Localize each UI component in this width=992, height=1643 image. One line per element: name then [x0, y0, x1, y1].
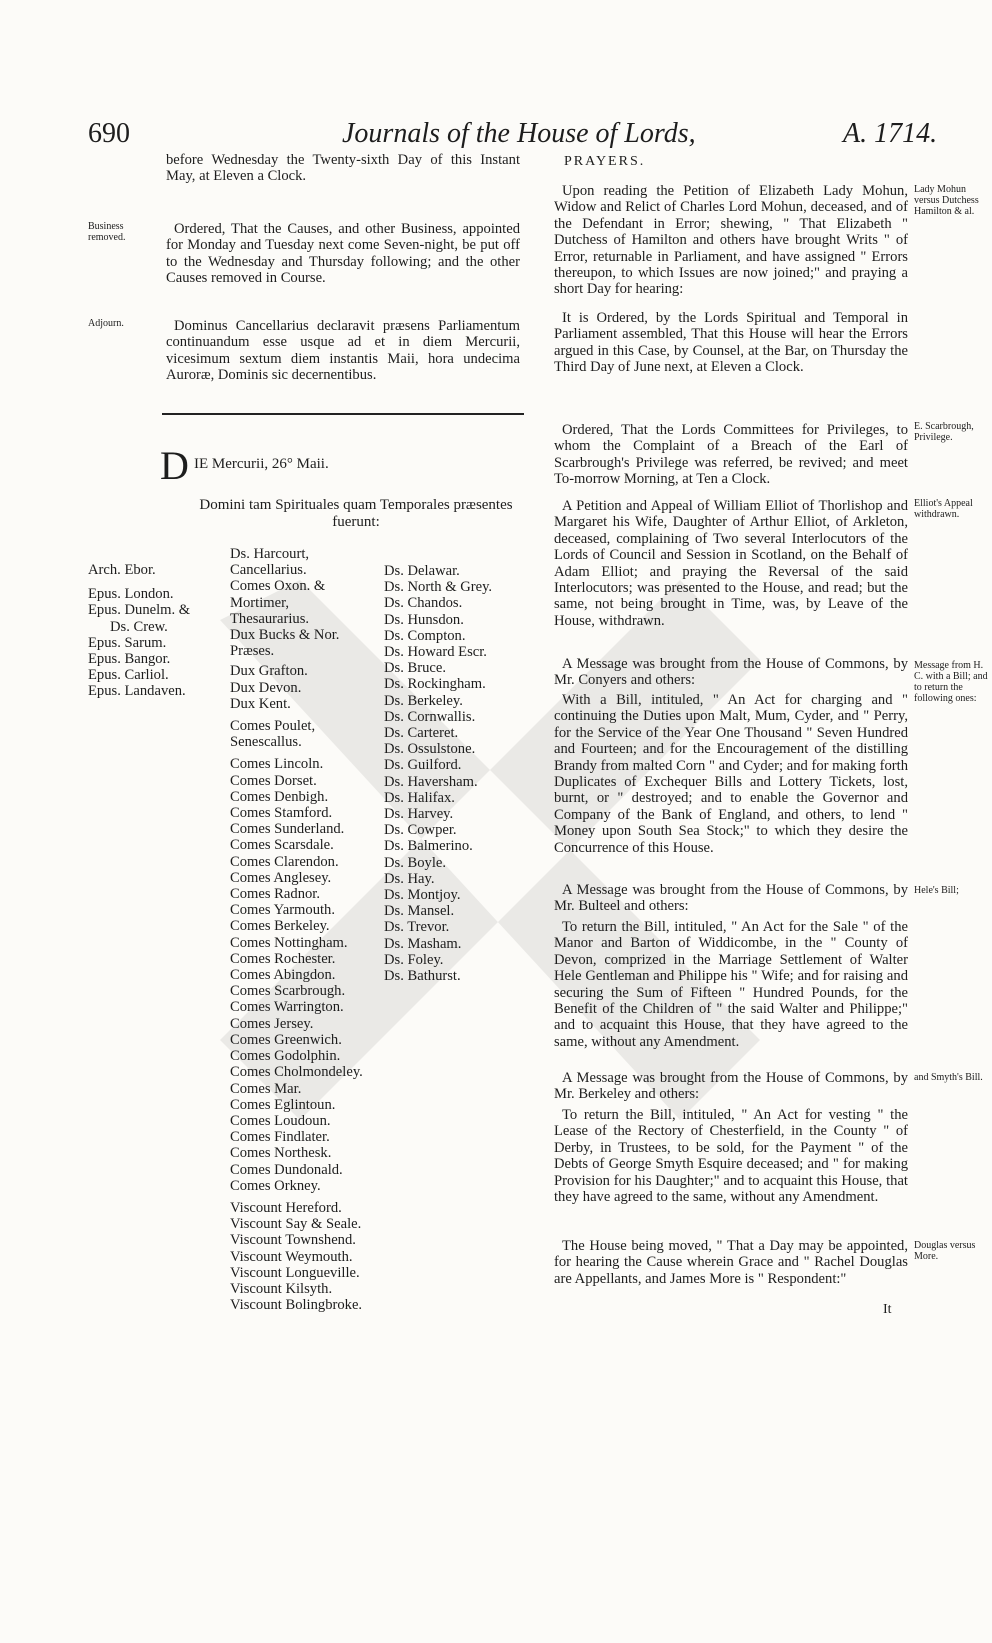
lord-entry: Viscount Hereford.: [230, 1199, 342, 1216]
left-paragraph-2: Ordered, That the Causes, and other Business, appointed for Monday and Tuesday next come Seven-night, be put off to the Wednesday and Thursday following; and the other Causes removed in Course.: [166, 221, 520, 287]
lord-entry: Ds. Carteret.: [384, 725, 459, 742]
lord-entry: Epus. Sarum.: [88, 634, 167, 651]
lord-entry: Comes Warrington.: [230, 999, 344, 1016]
lord-entry: Ds. Haversham.: [384, 773, 478, 790]
domini-heading: Domini tam Spirituales quam Temporales præsentes fuerunt:: [199, 497, 513, 530]
lord-entry: Arch. Ebor.: [88, 562, 156, 578]
lord-entry: Ds. Balmerino.: [384, 838, 473, 855]
lord-entry: Comes Mar.: [230, 1080, 302, 1097]
lord-entry: Ds. Ossulstone.: [384, 741, 476, 758]
lord-entry: Ds. Boyle.: [384, 854, 447, 871]
lord-entry: Ds. Halifax.: [384, 789, 455, 806]
lords-column-1: [88, 562, 228, 700]
lord-entry: Ds. Berkeley.: [384, 692, 463, 709]
right-paragraph-11: The House being moved, " That a Day may be appointed, for hearing the Cause wherein Grace and " Rachel Douglas are Appellants, and James More is " Respondent:": [554, 1238, 908, 1287]
session-date: IE Mercurii, 26° Maii.: [194, 456, 329, 472]
lord-entry: Ds. Rockingham.: [384, 676, 486, 693]
lords-column-3: [384, 563, 524, 984]
lord-entry: Ds. Cowper.: [384, 822, 457, 839]
margin-note-message-hc: Message from H. C. with a Bill; and to return the following ones:: [914, 660, 988, 704]
lord-entry: Comes Orkney.: [230, 1177, 321, 1194]
lord-entry: Ds. Guilford.: [384, 757, 462, 774]
page-number: 690: [88, 118, 130, 149]
catchword: It: [883, 1302, 892, 1317]
lord-entry: Viscount Weymouth.: [230, 1248, 353, 1265]
lord-entry: Dux Devon.: [230, 679, 302, 696]
lord-entry: Comes Poulet, Senescallus.: [230, 718, 316, 751]
lord-entry: Ds. Montjoy.: [384, 887, 461, 904]
lord-entry: Ds. Howard Escr.: [384, 644, 487, 661]
lord-entry: Ds. Harcourt, Cancellarius.: [230, 546, 310, 579]
right-paragraph-2: It is Ordered, by the Lords Spiritual and Temporal in Parliament assembled, That this House will hear the Errors argued in this Case, by Counsel, at the Bar, on Thursday the Third Day of June next, at Eleven a Clock.: [554, 310, 908, 376]
lords-column-2: [230, 546, 370, 1313]
lord-entry: Ds. Bathurst.: [384, 968, 461, 985]
lord-entry: Viscount Say & Seale.: [230, 1216, 362, 1233]
lord-entry: Ds. Harvey.: [384, 806, 454, 823]
right-paragraph-10: To return the Bill, intituled, " An Act for vesting " the Lease of the Rectory of Chesterfield, in the County " of Derby, in Trustees, to be sold, for the Payment " of the Debts of George Smyth Esquire deceased; and " for making Provision for his Daughter;" and to acquaint this House, that they have agreed to the same, without any Amendment.: [554, 1107, 908, 1206]
lord-entry: Ds. Masham.: [384, 935, 462, 952]
margin-note-douglas: Douglas versus More.: [914, 1240, 976, 1262]
lord-entry: Ds. North & Grey.: [384, 579, 493, 596]
lord-entry: Comes Scarbrough.: [230, 983, 346, 1000]
right-paragraph-8: To return the Bill, intituled, " An Act for the Sale " of the Manor and Barton of Widdicombe, in the " County of Devon, comprized in the Marriage Settlement of Walter Hele Gentleman and Philippe his " Wife; and for raising and securing the Sum of Fifteen " Hundred Pounds, for the Benefit of the Children of " the said Walter and Philippe;" and to acquaint this House, that they have agreed to the same, without any Amendment.: [554, 919, 908, 1050]
page-title: Journals of the House of Lords,: [342, 118, 696, 149]
lord-entry: Comes Abingdon.: [230, 967, 336, 984]
section-divider: [162, 413, 524, 415]
lord-entry: Comes Findlater.: [230, 1129, 330, 1146]
lord-entry: Epus. Landaven.: [88, 683, 186, 700]
lord-entry: Ds. Delawar.: [384, 563, 460, 579]
margin-note-business-removed: Business removed.: [88, 221, 126, 243]
lord-entry: Ds. Mansel.: [384, 903, 455, 920]
lord-entry: Dux Grafton.: [230, 663, 308, 680]
lord-entry: Epus. Carliol.: [88, 667, 169, 684]
lord-entry: Dux Bucks & Nor. Præses.: [230, 627, 340, 660]
lord-entry: Comes Stamford.: [230, 805, 333, 822]
lord-entry: Comes Yarmouth.: [230, 902, 336, 919]
lord-entry: Comes Berkeley.: [230, 918, 330, 935]
margin-note-adjourn: Adjourn.: [88, 318, 124, 329]
lord-entry: Ds. Hunsdon.: [384, 611, 464, 628]
lord-entry: Ds. Bruce.: [384, 660, 447, 677]
lord-entry: Comes Nottingham.: [230, 934, 348, 951]
lord-entry: Comes Eglintoun.: [230, 1096, 336, 1113]
lord-entry: [88, 578, 228, 586]
margin-note-scarbrough: E. Scarbrough, Privilege.: [914, 421, 974, 443]
lord-entry: Viscount Kilsyth.: [230, 1280, 333, 1297]
lord-entry: Ds. Compton.: [384, 627, 466, 644]
lord-entry: Comes Denbigh.: [230, 788, 329, 805]
right-paragraph-4: A Petition and Appeal of William Elliot of Thorlishop and Margaret his Wife, Daughter of Arthur Elliot, of Arkleton, deceased, complaining of Two several Interlocutors of the Lords of Council and Session in Scotland, on the Behalf of Adam Elliot; and praying the Reversal of the said Interlocutors; was presented to the House, and read; but the same, not being brought in Time, was, by Leave of the House, withdrawn.: [554, 498, 908, 629]
margin-note-lady-mohun: Lady Mohun versus Dutchess Hamilton & al.: [914, 184, 979, 217]
lord-entry: Comes Jersey.: [230, 1015, 314, 1032]
lord-entry: Ds. Chandos.: [384, 595, 463, 612]
lord-entry: Ds. Hay.: [384, 870, 435, 887]
lord-entry: Ds. Foley.: [384, 951, 444, 968]
right-paragraph-1: Upon reading the Petition of Elizabeth Lady Mohun, Widow and Relict of Charles Lord Mohun, deceased, and of the Defendant in Error; shewing, " That Elizabeth " Dutchess of Hamilton and others have brought Writs " of Error, returnable in Parliament, and have assigned " Errors thereupon, to which Issues are now joined;" and praying a short Day for hearing:: [554, 183, 908, 298]
lord-entry: Comes Loudoun.: [230, 1112, 331, 1129]
lord-entry: Comes Dundonald.: [230, 1161, 343, 1178]
lord-entry: Comes Greenwich.: [230, 1031, 342, 1048]
lord-entry: Ds. Trevor.: [384, 919, 450, 936]
year-label: A. 1714.: [843, 118, 938, 149]
lord-entry: Comes Oxon. & Mortimer, Thesaurarius.: [230, 578, 326, 627]
margin-note-hele: Hele's Bill;: [914, 885, 959, 896]
lord-entry: Comes Dorset.: [230, 772, 317, 789]
lord-entry: Comes Cholmondeley.: [230, 1064, 363, 1081]
right-paragraph-9: A Message was brought from the House of Commons, by Mr. Berkeley and others:: [554, 1070, 908, 1103]
prayers-heading: PRAYERS.: [564, 154, 646, 169]
lord-entry: Comes Godolphin.: [230, 1048, 341, 1065]
right-paragraph-3: Ordered, That the Lords Committees for Privileges, to whom the Complaint of a Breach of the Earl of Scarbrough's Privilege was referred, be revived; and meet To-morrow Morning, at Ten a Clock.: [554, 422, 908, 488]
right-paragraph-6: With a Bill, intituled, " An Act for charging and " continuing the Duties upon Malt, Mum, Cyder, and " Perry, for the Service of the Year One Thousand " Seven Hundred and Fourteen; and for the Encouragement of the distilling Brandy from malted Corn " and Cyder; and for making forth Duplicates of Exchequer Bills and Lottery Tickets, lost, burnt, or " destroyed; and to enable the Governor and Company of the Bank of England, and others, to lend " Money upon South Sea Stock;" to which they desire the Concurrence of this House.: [554, 692, 908, 856]
lord-entry: Comes Rochester.: [230, 950, 336, 967]
left-paragraph-1: before Wednesday the Twenty-sixth Day of this Instant May, at Eleven a Clock.: [166, 152, 520, 185]
right-paragraph-7: A Message was brought from the House of Commons, by Mr. Bulteel and others:: [554, 882, 908, 915]
lord-entry: Comes Northesk.: [230, 1145, 332, 1162]
lord-entry: Comes Clarendon.: [230, 853, 339, 870]
lord-entry: Epus. London.: [88, 586, 174, 603]
lord-entry: Comes Sunderland.: [230, 821, 345, 838]
margin-note-smyth: and Smyth's Bill.: [914, 1072, 983, 1083]
lord-entry: Comes Radnor.: [230, 886, 320, 903]
lord-entry: Viscount Longueville.: [230, 1264, 360, 1281]
lord-entry: Dux Kent.: [230, 695, 291, 712]
left-paragraph-3: Dominus Cancellarius declaravit præsens Parliamentum continuandum esse usque ad et in diem Mercurii, vicesimum sextum diem instantis Maii, hora undecima Auroræ, Dominis sic decernentibus.: [166, 318, 520, 384]
lord-entry: Epus. Bangor.: [88, 651, 171, 668]
lord-entry: Comes Scarsdale.: [230, 837, 334, 854]
lord-entry: Ds. Crew.: [110, 618, 168, 635]
margin-note-elliot: Elliot's Appeal withdrawn.: [914, 498, 973, 520]
drop-cap: D: [160, 443, 189, 488]
lord-entry: Viscount Townshend.: [230, 1232, 356, 1249]
lord-entry: Viscount Bolingbroke.: [230, 1297, 363, 1314]
right-paragraph-5: A Message was brought from the House of Commons, by Mr. Conyers and others:: [554, 656, 908, 689]
lord-entry: Ds. Cornwallis.: [384, 708, 476, 725]
lord-entry: Epus. Dunelm. &: [88, 602, 191, 619]
lord-entry: Comes Anglesey.: [230, 869, 332, 886]
lord-entry: Comes Lincoln.: [230, 756, 324, 773]
